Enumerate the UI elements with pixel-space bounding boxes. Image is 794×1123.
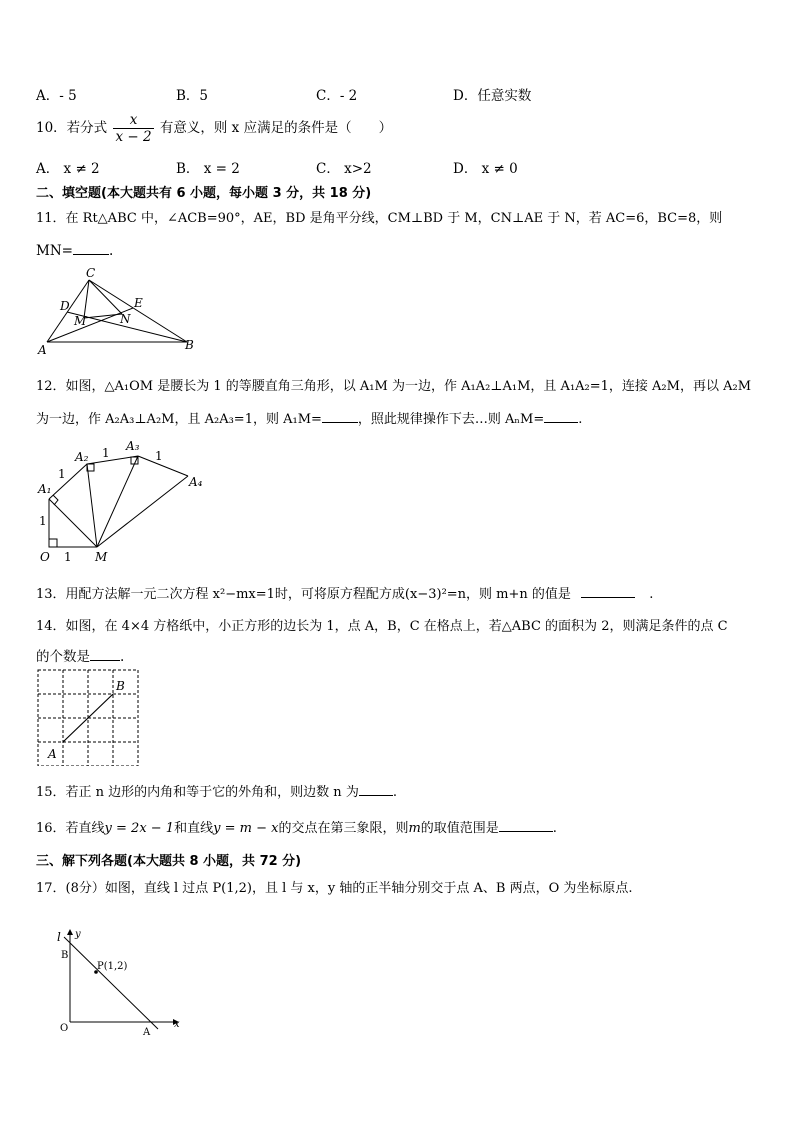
q17-label-a: A <box>143 1027 151 1038</box>
q12-label-a4: A₄ <box>189 475 203 489</box>
q11-mn-label: MN= <box>36 243 73 259</box>
q10-prefix: 10．若分式 <box>36 120 108 136</box>
q17-label-b: B <box>61 950 69 961</box>
q10-fraction-denominator: x − 2 <box>115 129 152 145</box>
q12-label-one-a2a3: 1 <box>102 446 110 460</box>
q12-label-a3: A₃ <box>126 439 140 453</box>
q11-label-n: N <box>120 312 131 326</box>
q14-line-2-text: 的个数是 <box>36 649 90 665</box>
q12-label-one-left: 1 <box>39 514 47 528</box>
q11-label-c: C <box>86 266 96 280</box>
q13-text: 13．用配方法解一元二次方程 x²−mx=1时，可将原方程配方成(x−3)²=n，则 m+n 的值是 <box>36 587 571 602</box>
q10-fraction <box>113 112 153 145</box>
q12-answer-blank-2 <box>544 408 578 423</box>
q17-label-x: x <box>174 1019 180 1030</box>
q12-line-2c: . <box>578 412 583 427</box>
q11-line-2: MN= . <box>36 240 113 259</box>
q14-answer-blank <box>90 646 120 661</box>
q9-option-a: A．- 5 <box>36 88 77 104</box>
q14-label-a: A <box>48 747 57 761</box>
q16-equation-1: y = 2x − 1 <box>104 821 175 836</box>
q15-end: . <box>392 785 397 800</box>
q12-line-2 <box>36 408 582 427</box>
q12-label-one-a3a4: 1 <box>155 449 163 463</box>
q17-label-o: O <box>60 1023 69 1034</box>
q10-option-b: B． x = 2 <box>176 161 240 177</box>
q14-end: . <box>120 649 125 665</box>
q16-part-b: 和直线 <box>174 821 214 836</box>
q13-answer-blank <box>581 583 635 598</box>
q12-label-m: M <box>95 550 108 564</box>
q12-answer-blank-1 <box>322 408 358 423</box>
q11-answer-blank <box>73 240 109 255</box>
q9-option-c: C．- 2 <box>316 88 358 104</box>
q12-spiral-figure <box>30 436 215 566</box>
q12-line-1: 12．如图，△A₁OM 是腰长为 1 的等腰直角三角形，以 A₁M 为一边，作 A₁A₂⊥A₁M，且 A₁A₂=1，连接 A₂M，再以 A₂M <box>36 379 752 394</box>
q12-line-2b: ，照此规律操作下去…则 AₙM= <box>357 412 545 427</box>
q10-option-d: D． x ≠ 0 <box>453 161 518 177</box>
q16-part-c: 的交点在第三象限，则 <box>278 821 409 836</box>
q10-option-a: A． x ≠ 2 <box>36 161 100 177</box>
q16-answer-blank <box>499 817 553 832</box>
q17-coordinate-figure <box>50 925 190 1040</box>
q10-stem <box>36 112 392 145</box>
q9-option-d: D．任意实数 <box>453 88 532 104</box>
q17-stem: 17．(8分）如图，直线 l 过点 P(1,2)，且 l 与 x，y 轴的正半轴分别交于点 A、B 两点，O 为坐标原点. <box>36 881 633 896</box>
q12-label-one-a1a2: 1 <box>58 467 66 481</box>
q16-stem <box>36 817 557 836</box>
q9-option-b: B．5 <box>176 88 209 104</box>
q14-label-b: B <box>116 679 125 693</box>
q16-part-d: 的取值范围是 <box>420 821 499 836</box>
q11-label-b: B <box>185 338 194 352</box>
q15-stem <box>36 781 397 800</box>
q11-triangle-figure <box>30 265 205 360</box>
q11-label-d: D <box>60 299 70 313</box>
q10-option-c: C． x>2 <box>316 161 372 177</box>
q13-end: . <box>649 587 654 602</box>
q17-label-y: y <box>75 929 81 940</box>
q12-label-o: O <box>40 550 50 564</box>
q17-label-p: P(1,2) <box>97 961 128 972</box>
q11-label-e: E <box>134 296 143 310</box>
q15-answer-blank <box>359 781 393 796</box>
q11-label-m: M <box>74 314 87 328</box>
q10-suffix: 有意义，则 x 应满足的条件是（ ） <box>159 120 393 136</box>
q14-line-2 <box>36 645 124 665</box>
q15-text: 15．若正 n 边形的内角和等于它的外角和，则边数 n 为 <box>36 785 359 800</box>
q16-part-a: 16．若直线 <box>36 821 105 836</box>
q17-label-l: l <box>57 930 61 944</box>
q16-equation-2: y = m − x <box>213 821 279 836</box>
q14-grid-figure <box>30 666 150 766</box>
q16-end: . <box>552 821 557 836</box>
q12-label-a2: A₂ <box>75 450 89 464</box>
q16-m: m <box>408 821 421 836</box>
q12-line-2a: 为一边，作 A₂A₃⊥A₂M，且 A₂A₃=1，则 A₁M= <box>36 412 322 427</box>
q11-line-1: 11．在 Rt△ABC 中，∠ACB=90°，AE，BD 是角平分线，CM⊥BD 于 M，CN⊥AE 于 N，若 AC=6，BC=8，则 <box>36 211 723 226</box>
q12-label-a1: A₁ <box>38 482 52 496</box>
section-3-title: 三、解下列各题(本大题共 8 小题，共 72 分) <box>36 854 302 869</box>
q10-fraction-numerator: x <box>113 112 153 129</box>
q14-line-1: 14．如图，在 4×4 方格纸中，小正方形的边长为 1，点 A，B，C 在格点上，若△ABC 的面积为 2，则满足条件的点 C <box>36 619 728 634</box>
section-2-title: 二、填空题(本大题共有 6 小题，每小题 3 分，共 18 分) <box>36 186 372 201</box>
q13-stem <box>36 583 653 602</box>
q11-label-a: A <box>38 343 47 357</box>
q12-label-one-bottom: 1 <box>64 550 72 564</box>
